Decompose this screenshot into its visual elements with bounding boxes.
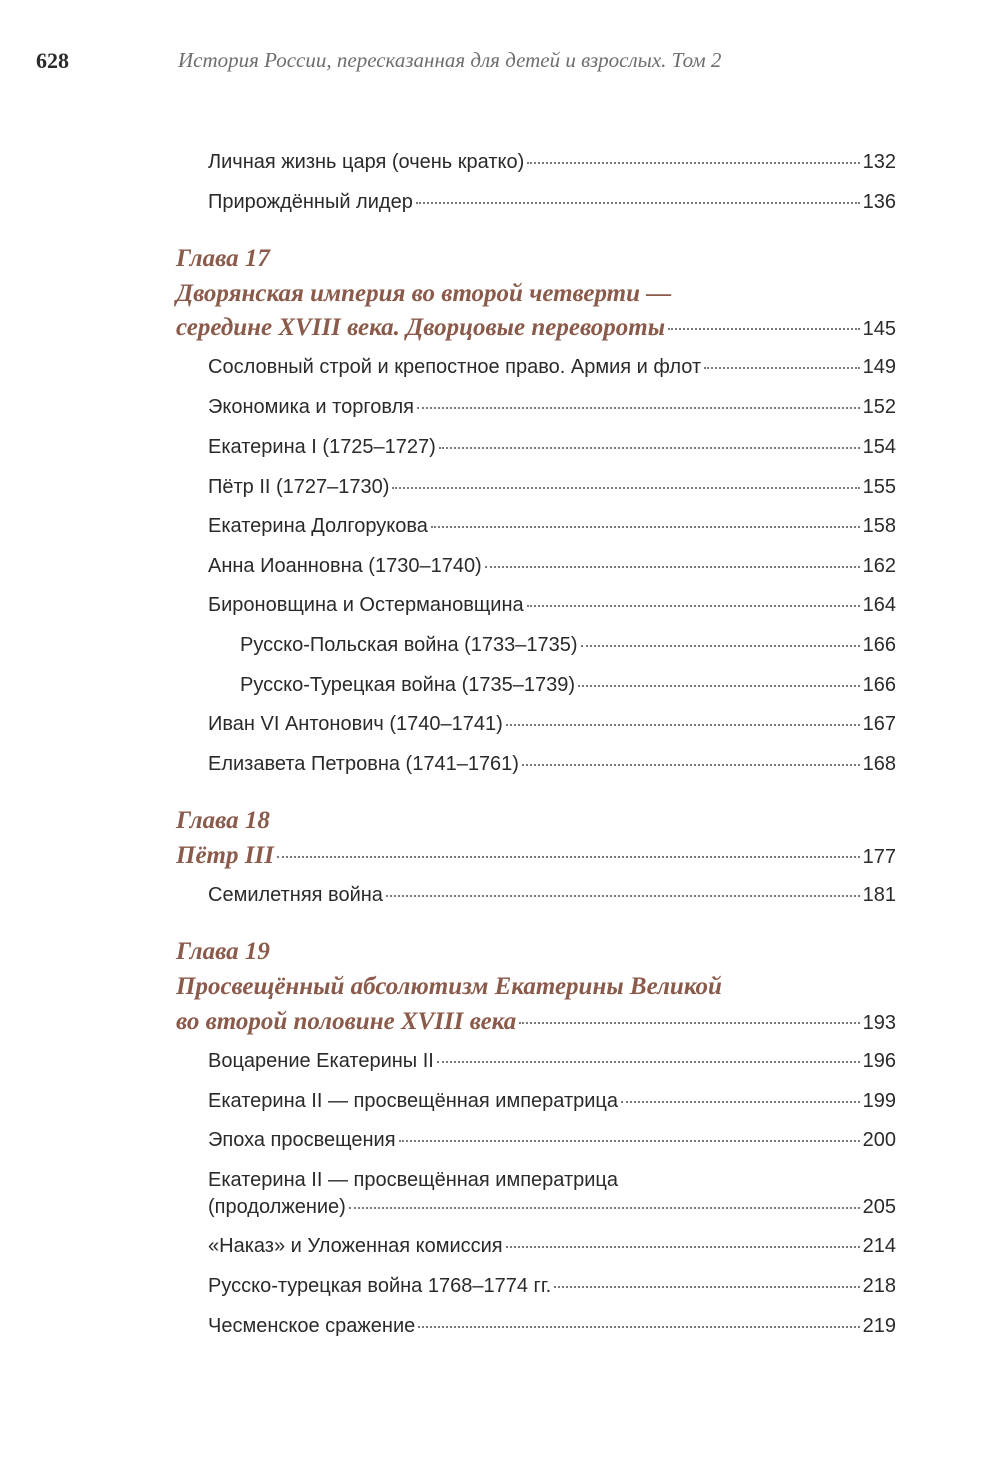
dot-leader xyxy=(437,1060,860,1063)
toc-entry[interactable] xyxy=(208,189,896,215)
toc-entry-title: Русско-Турецкая война (1735–1739) xyxy=(240,674,575,696)
chapter-18-label: Глава 18 xyxy=(176,807,270,834)
chapter-17-title-line2: середине XVIII века. Дворцовые перевороты xyxy=(176,314,666,341)
toc-entry[interactable] xyxy=(208,1048,896,1074)
toc-entry[interactable] xyxy=(208,474,896,500)
toc-subentry[interactable] xyxy=(240,632,896,658)
toc-entry-title: Анна Иоанновна (1730–1740) xyxy=(208,555,482,577)
toc-entry-title: Пётр II (1727–1730) xyxy=(208,476,390,498)
toc-entry[interactable] xyxy=(208,513,896,539)
toc-entry-page: 200 xyxy=(862,1129,896,1151)
toc-entry-page: 164 xyxy=(862,594,896,616)
dot-leader xyxy=(392,486,859,489)
chapter-18-page: 177 xyxy=(862,846,896,868)
toc-entry-page: 149 xyxy=(862,356,896,378)
toc-entry-title: Екатерина Долгорукова xyxy=(208,515,428,537)
toc-entry-title: Елизавета Петровна (1741–1761) xyxy=(208,753,519,775)
dot-leader xyxy=(399,1139,860,1142)
chapter-19-page: 193 xyxy=(862,1012,896,1034)
dot-leader xyxy=(506,1245,860,1248)
running-head: История России, пересказанная для детей и взрослых. Том 2 xyxy=(178,48,722,72)
dot-leader xyxy=(621,1100,860,1103)
toc-entry-title: Личная жизнь царя (очень кратко) xyxy=(208,151,525,173)
toc-entry-page: 168 xyxy=(862,753,896,775)
toc-entry[interactable] xyxy=(208,149,896,175)
dot-leader xyxy=(418,1325,859,1328)
toc-entry[interactable] xyxy=(208,434,896,460)
dot-leader xyxy=(668,327,860,330)
toc-subentry[interactable] xyxy=(240,672,896,698)
toc-entry-title: «Наказ» и Уложенная комиссия xyxy=(208,1235,503,1257)
chapter-17-title-line1: Дворянская империя во второй четверти — xyxy=(176,280,672,307)
toc-entry-title: Екатерина II — просвещённая императрица xyxy=(208,1090,619,1112)
dot-leader xyxy=(554,1285,859,1288)
toc-entry-title: Иван VI Антонович (1740–1741) xyxy=(208,713,503,735)
toc-entry-page: 196 xyxy=(862,1050,896,1072)
toc-entry-title: Эпоха просвещения xyxy=(208,1129,396,1151)
toc-entry-page: 154 xyxy=(862,436,896,458)
dot-leader xyxy=(527,604,860,607)
toc-entry-title: (продолжение) xyxy=(208,1196,346,1218)
toc-entry[interactable] xyxy=(208,1194,896,1220)
toc-entry[interactable] xyxy=(208,882,896,908)
dot-leader xyxy=(527,161,859,164)
chapter-19-title-line1: Просвещённый абсолютизм Екатерины Великой xyxy=(176,973,722,1000)
dot-leader xyxy=(506,723,860,726)
toc-entry-title: Бироновщина и Остермановщина xyxy=(208,594,524,616)
chapter-17-label: Глава 17 xyxy=(176,245,270,272)
toc-entry-page: 166 xyxy=(862,674,896,696)
toc-entry[interactable] xyxy=(208,354,896,380)
toc-entry-page: 136 xyxy=(862,191,896,213)
toc-entry-title: Чесменское сражение xyxy=(208,1315,416,1337)
toc-entry[interactable] xyxy=(208,1233,896,1259)
toc-entry-page: 214 xyxy=(862,1235,896,1257)
page-number: 628 xyxy=(36,48,69,73)
toc-entry[interactable] xyxy=(208,1273,896,1299)
toc-entry-title: Экономика и торговля xyxy=(208,396,414,418)
toc-entry-title: Сословный строй и крепостное право. Армия и флот xyxy=(208,356,702,378)
chapter-18-heading[interactable] xyxy=(176,841,896,871)
dot-leader xyxy=(416,201,860,204)
dot-leader xyxy=(581,644,860,647)
toc-entry-title: Русско-турецкая война 1768–1774 гг. xyxy=(208,1275,552,1297)
dot-leader xyxy=(439,446,860,449)
dot-leader xyxy=(349,1206,860,1209)
chapter-17-heading[interactable] xyxy=(176,313,896,343)
chapter-19-heading[interactable] xyxy=(176,1007,896,1037)
toc-entry-page: 167 xyxy=(862,713,896,735)
toc-entry[interactable] xyxy=(208,751,896,777)
chapter-17-page: 145 xyxy=(862,318,896,340)
toc-entry-title: Семилетняя война xyxy=(208,884,383,906)
chapter-19-label: Глава 19 xyxy=(176,938,270,965)
chapter-18-title: Пётр III xyxy=(176,842,274,869)
dot-leader xyxy=(277,855,860,858)
toc-entry-title: Русско-Польская война (1733–1735) xyxy=(240,634,578,656)
toc-entry-page: 162 xyxy=(862,555,896,577)
toc-entry-page: 199 xyxy=(862,1090,896,1112)
toc-entry-page: 132 xyxy=(862,151,896,173)
dot-leader xyxy=(431,525,860,528)
toc-entry-page: 181 xyxy=(862,884,896,906)
toc-entry[interactable] xyxy=(208,394,896,420)
toc-entry[interactable] xyxy=(208,553,896,579)
toc-entry-title: Воцарение Екатерины II xyxy=(208,1050,434,1072)
dot-leader xyxy=(522,763,860,766)
dot-leader xyxy=(578,684,860,687)
toc-entry-title-line1: Екатерина II — просвещённая императрица xyxy=(208,1169,619,1191)
toc-entry-page: 158 xyxy=(862,515,896,537)
toc-entry[interactable] xyxy=(208,1313,896,1339)
toc-entry[interactable] xyxy=(208,1088,896,1114)
toc-entry-title: Екатерина I (1725–1727) xyxy=(208,436,436,458)
toc-entry-page: 205 xyxy=(862,1196,896,1218)
toc-entry-page: 155 xyxy=(862,476,896,498)
toc-entry[interactable] xyxy=(208,711,896,737)
dot-leader xyxy=(417,406,860,409)
chapter-19-title-line2: во второй половине XVIII века xyxy=(176,1008,517,1035)
toc-entry[interactable] xyxy=(208,1127,896,1153)
toc-entry-page: 166 xyxy=(862,634,896,656)
toc-entry-title: Прирождённый лидер xyxy=(208,191,413,213)
dot-leader xyxy=(485,565,860,568)
toc-entry-page: 219 xyxy=(862,1315,896,1337)
toc-entry-page: 218 xyxy=(862,1275,896,1297)
dot-leader xyxy=(386,894,860,897)
dot-leader xyxy=(704,366,859,369)
toc-entry-page: 152 xyxy=(862,396,896,418)
toc-entry[interactable] xyxy=(208,592,896,618)
dot-leader xyxy=(519,1021,859,1024)
